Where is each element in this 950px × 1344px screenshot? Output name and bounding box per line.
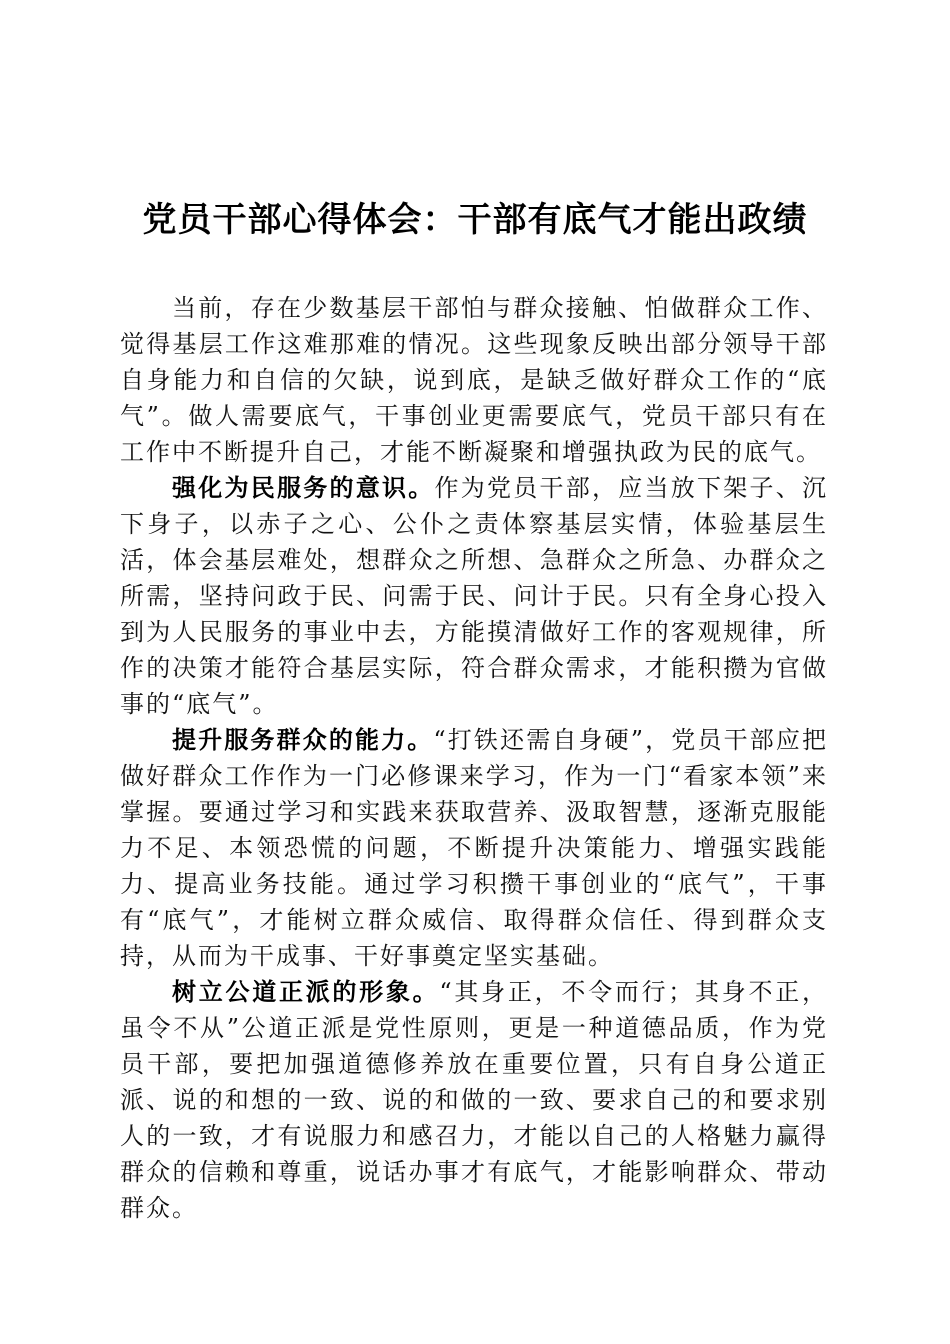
paragraph-text: “其身正，不令而行；其身不正，虽令不从”公道正派是党性原则，更是一种道德品质，作为党员干部，要把加强道德修养放在重要位置，只有自身公道正派、说的和想的一致、说的和做的一致、要求自己的和要求别人的一致，才有说服力和感召力，才能以自己的人格魅力赢得群众的信赖和尊重，说话办事才有底气，才能影响群众、带动群众。 [120,978,828,1222]
paragraph-service-awareness [120,470,828,722]
paragraph-text: “打铁还需自身硬”，党员干部应把做好群众工作作为一门必修课来学习，作为一门“看家本领”来掌握。要通过学习和实践来获取营养、汲取智慧，逐渐克服能力不足、本领恐慌的问题，不断提升决策能力、增强实践能力、提高业务技能。通过学习积攒干事创业的“底气”，干事有“底气”，才能树立群众威信、取得群众信任、得到群众支持，从而为干成事、干好事奠定坚实基础。 [120,726,829,970]
paragraph-service-ability [120,722,828,974]
paragraph-text: 当前，存在少数基层干部怕与群众接触、怕做群众工作、觉得基层工作这难那难的情况。这些现象反映出部分领导干部自身能力和自信的欠缺，说到底，是缺乏做好群众工作的“底气”。做人需要底气，干事创业更需要底气，党员干部只有在工作中不断提升自己，才能不断凝聚和增强执政为民的底气。 [120,294,828,466]
document-title: 党员干部心得体会：干部有底气才能出政绩 [142,200,808,240]
paragraph-text: 作为党员干部，应当放下架子、沉下身子，以赤子之心、公仆之责体察基层实情，体验基层生活，体会基层难处，想群众之所想、急群众之所急、办群众之所需，坚持问政于民、问需于民、问计于民。只有全身心投入到为人民服务的事业中去，方能摸清做好工作的客观规律，所作的决策才能符合基层实际，符合群众需求，才能积攒为官做事的“底气”。 [120,474,828,718]
paragraph-lead: 提升服务群众的能力。 [172,726,434,754]
paragraph-lead: 树立公道正派的形象。 [172,978,440,1006]
paragraph-lead: 强化为民服务的意识。 [172,474,435,502]
paragraph-upright-image [120,974,828,1226]
document-body [120,290,828,1226]
paragraph-intro [120,290,828,470]
